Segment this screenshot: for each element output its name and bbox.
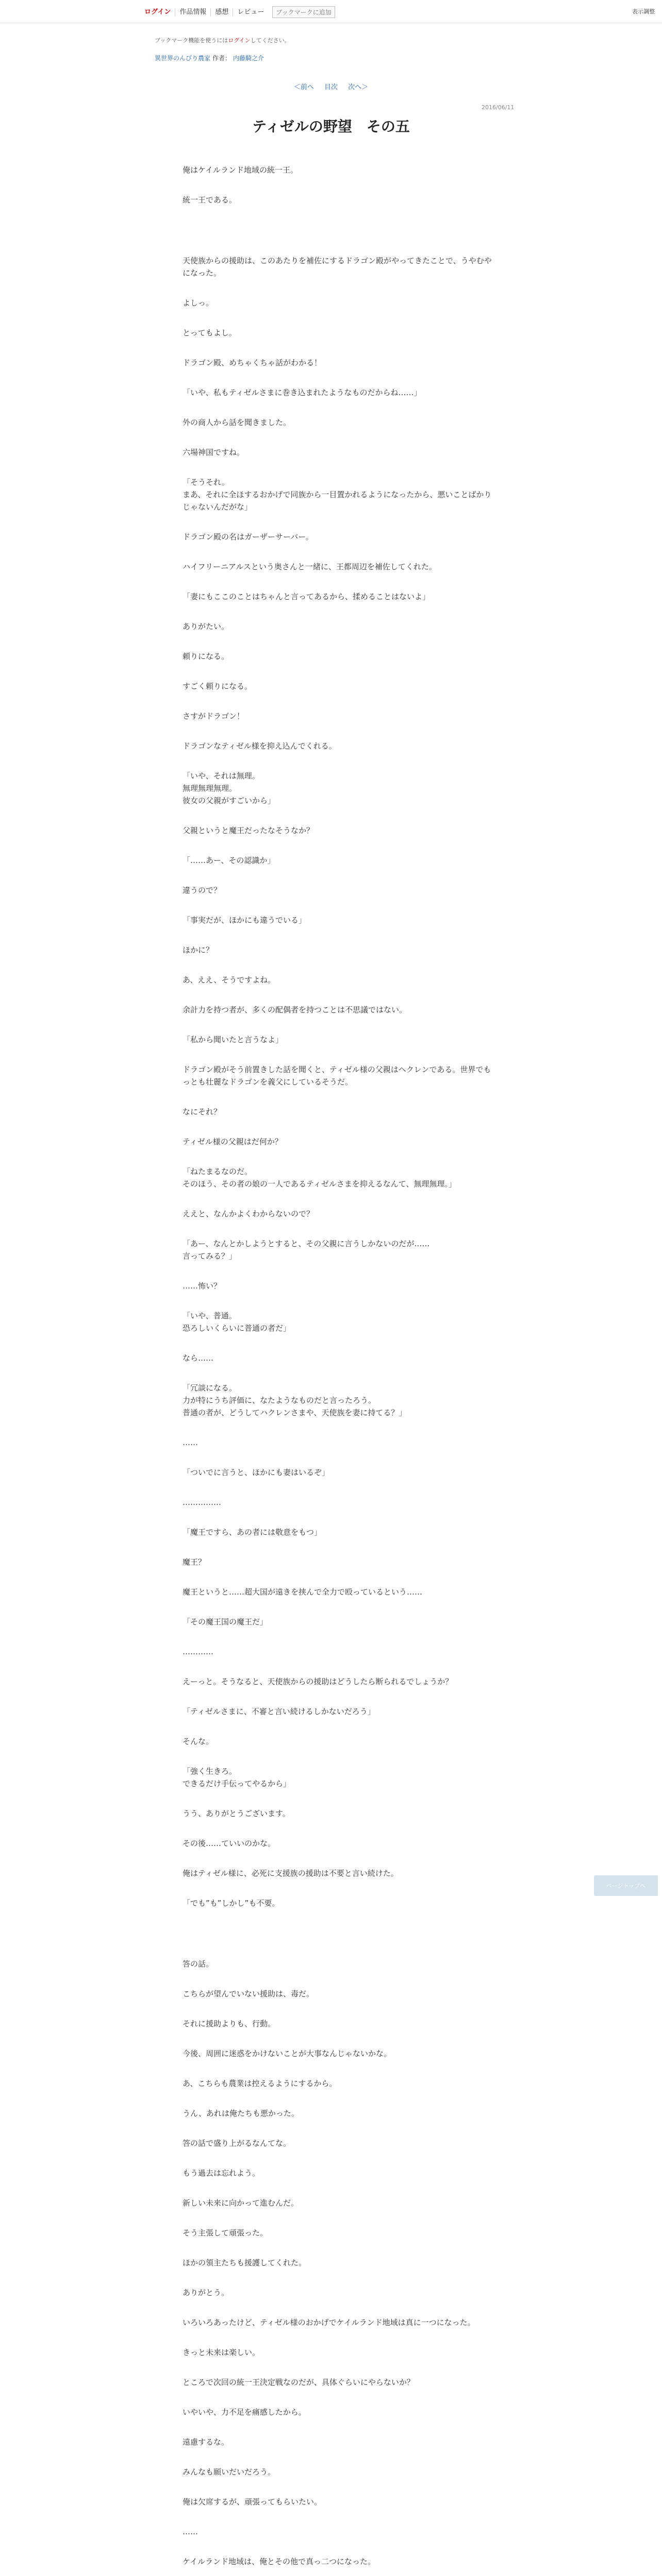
login-notice xyxy=(155,36,290,44)
series-info xyxy=(155,54,264,62)
top-bar xyxy=(0,0,662,23)
paragraph: 余計力を持つ者が、多くの配偶者を持つことは不思議ではない。 xyxy=(183,1005,407,1014)
nav-impressions[interactable]: 感想 xyxy=(211,8,233,16)
chapter-title: ティゼルの野望 その五 xyxy=(252,118,410,135)
header-nav xyxy=(140,6,335,18)
paragraph: その後……ていいのかな。 xyxy=(183,1839,276,1848)
toc-link[interactable]: 目次 xyxy=(324,83,338,91)
paragraph: 今後、周囲に迷惑をかけないことが大事なんじゃないかな。 xyxy=(183,2049,392,2058)
paragraph: 父親というと魔王だったなそうなか？ xyxy=(183,826,315,835)
paragraph: よしっ。 xyxy=(183,298,214,308)
paragraph: 「いや、普通。 恐ろしいくらいに普通の者だ」 xyxy=(183,1311,291,1333)
paragraph: 「冗談になる。 力が特にうち評価に、なたようなものだと言ったろう。 普通の者が、どうしてハクレンさまや、天使族を妻に持てる？」 xyxy=(183,1383,407,1417)
paragraph: 「あー、なんとかしようとすると、その父親に言うしかないのだが…… 言ってみる？」 xyxy=(183,1239,430,1261)
paragraph: 魔王？ xyxy=(183,1557,206,1567)
paragraph: もう過去は忘れよう。 xyxy=(183,2168,260,2178)
paragraph: きっと未来は楽しい。 xyxy=(183,2348,260,2357)
paragraph: ティゼル様の父親はだ何か？ xyxy=(183,1137,283,1146)
paragraph: とってもよし。 xyxy=(183,328,237,337)
paragraph: 統一王である。 xyxy=(183,195,237,205)
paragraph: 「強く生きろ。 できるだけ手伝ってやるから」 xyxy=(183,1767,291,1788)
paragraph: …………… xyxy=(183,1498,221,1507)
paragraph: 俺は欠席するが、頑張ってもらいたい。 xyxy=(183,2497,322,2506)
paragraph: ……怖い？ xyxy=(183,1281,222,1291)
paragraph: ドラゴン殿の名はガーザーサーバー。 xyxy=(183,532,313,541)
paragraph: 天使族からの援助は、このあたりを補佐にするドラゴン殿がやってきたことで、うやむやになった。 xyxy=(183,256,492,278)
post-date: 2016/06/11 xyxy=(482,104,515,111)
paragraph: うん、あれは俺たちも悪かった。 xyxy=(183,2109,299,2118)
paragraph: 「ねたまるなのだ。 そのほう、その者の娘の一人であるティゼルさまを抑えるなんて、無理無理。」 xyxy=(183,1167,457,1189)
paragraph: 「私から聞いたと言うなよ」 xyxy=(183,1035,284,1044)
paragraph: いろいろあったけど、ティゼル様のおかげでケイルランド地域は真に一つになった。 xyxy=(183,2318,475,2327)
paragraph: …… xyxy=(183,1438,198,1447)
notice-login-link[interactable]: ログイン xyxy=(228,37,251,44)
prev-link[interactable]: ＜前へ xyxy=(293,83,314,91)
paragraph: なら…… xyxy=(183,1353,214,1363)
paragraph: 新しい未来に向かって進むんだ。 xyxy=(183,2198,299,2208)
paragraph: ところで次回の統一王決定戦なのだが、具体ぐらいにやらないか？ xyxy=(183,2378,415,2387)
paragraph: 魔王というと……超大国が遠きを挟んで全力で殴っているという…… xyxy=(183,1587,423,1597)
paragraph: 外の商人から話を聞きました。 xyxy=(183,418,291,427)
paragraph: えーっと。そうなると、天使族からの援助はどうしたら断られるでしょうか？ xyxy=(183,1677,453,1686)
paragraph: ありがとう。 xyxy=(183,2288,229,2297)
paragraph: そんな。 xyxy=(183,1737,214,1746)
paragraph: 俺はティゼル様に、必死に支援族の援助は不要と言い続けた。 xyxy=(183,1869,399,1878)
paragraph: さすがドラゴン！ xyxy=(183,711,245,721)
paragraph: うう、ありがとうございます。 xyxy=(183,1809,290,1818)
paragraph: あ、こちらも農業は控えるようにするから。 xyxy=(183,2079,337,2088)
next-link[interactable]: 次へ＞ xyxy=(348,83,369,91)
bookmark-button[interactable]: ブックマークに追加 xyxy=(272,6,335,18)
paragraph: 六場神国ですね。 xyxy=(183,448,245,457)
paragraph: ドラゴンなティゼル様を抑え込んでくれる。 xyxy=(183,741,337,751)
paragraph: 遠慮するな。 xyxy=(183,2437,229,2447)
nav-work-info[interactable]: 作品情報 xyxy=(175,8,211,16)
paragraph: 「ついでに言うと、ほかにも妻はいるぞ」 xyxy=(183,1468,330,1477)
paragraph: 「ティゼルさまに、不審と言い続けるしかないだろう」 xyxy=(183,1707,375,1716)
paragraph: 「その魔王国の魔王だ」 xyxy=(183,1617,268,1626)
paragraph: 頼りになる。 xyxy=(183,652,229,661)
paragraph: ええと、なんかよくわからないので？ xyxy=(183,1209,315,1218)
paragraph: 答の話で盛り上がるなんてな。 xyxy=(183,2139,291,2148)
paragraph: 俺はケイルランド地域の統一王。 xyxy=(183,165,298,175)
paragraph: ほかに？ xyxy=(183,945,214,955)
paragraph: ………… xyxy=(183,1647,213,1656)
series-title-link[interactable]: 異世界のんびり農家 xyxy=(155,55,211,62)
paragraph: 「いや、私もティゼルさまに巻き込まれたようなものだからね……」 xyxy=(183,388,422,397)
author-link[interactable]: 内藤騎之介 xyxy=(233,55,264,62)
paragraph: 「事実だが、ほかにも違うでいる」 xyxy=(183,916,307,925)
paragraph: ケイルランド地域は、俺とその他で真っ二つになった。 xyxy=(183,2557,375,2566)
paragraph: 「……あー、その認識か」 xyxy=(183,856,275,865)
paragraph: みんなも願いだいだろう。 xyxy=(183,2467,276,2477)
paragraph: ほかの領主たちも援護してくれた。 xyxy=(183,2258,307,2267)
paragraph: こちらが望んでいない援助は、毒だ。 xyxy=(183,1989,315,1998)
paragraph: ハイフリーニアルスという奥さんと一緒に、王都周辺を補佐してくれた。 xyxy=(183,562,437,571)
login-link[interactable]: ログイン xyxy=(140,8,175,16)
paragraph: 「でも”も”しかし”も不要。 xyxy=(183,1899,280,1908)
page-top-button[interactable]: ページトップへ xyxy=(594,1875,658,1896)
paragraph: ありがたい。 xyxy=(183,622,229,631)
paragraph: 「魔王ですら、あの者には敬意をもつ」 xyxy=(183,1528,322,1537)
paragraph: そう主張して頑張った。 xyxy=(183,2228,268,2238)
paragraph: なにそれ？ xyxy=(183,1107,222,1116)
paragraph: 「いや、それは無理。 無理無理無理。 彼女の父親がすごいから」 xyxy=(183,771,276,805)
paragraph: 「妻にもここのことはちゃんと言ってあるから、揉めることはないよ」 xyxy=(183,592,431,601)
paragraph: …… xyxy=(183,2527,198,2536)
paragraph: あ、ええ、そうですよね。 xyxy=(183,975,276,985)
paragraph: すごく頼りになる。 xyxy=(183,682,253,691)
pager-top xyxy=(0,81,662,91)
author-label: 作者： xyxy=(212,55,231,62)
paragraph: ドラゴン殿がそう前置きした話を聞くと、ティゼル様の父親はヘクレンである。世界でもっとも壮麗なドラゴンを義父にしているそうだ。 xyxy=(183,1065,491,1087)
nav-review[interactable]: レビュー xyxy=(237,8,264,16)
display-settings-button[interactable]: 表示調整 xyxy=(632,8,655,15)
paragraph: ドラゴン殿、めちゃくちゃ話がわかる！ xyxy=(183,358,322,367)
notice-text-before: ブックマーク機能を使うには xyxy=(155,37,228,44)
notice-text-after: してください。 xyxy=(250,37,290,44)
paragraph: 「そうそれ。 まあ、それに全ほするおかげで同族から一目置かれるようになったから、悪いことばかりじゃないんだがな」 xyxy=(183,478,492,512)
paragraph: いやいや、力不足を痛感したから。 xyxy=(183,2408,306,2417)
paragraph: 違うので？ xyxy=(183,886,222,895)
paragraph: それに援助よりも、行動。 xyxy=(183,2019,276,2028)
paragraph: 答の話。 xyxy=(183,1959,214,1969)
